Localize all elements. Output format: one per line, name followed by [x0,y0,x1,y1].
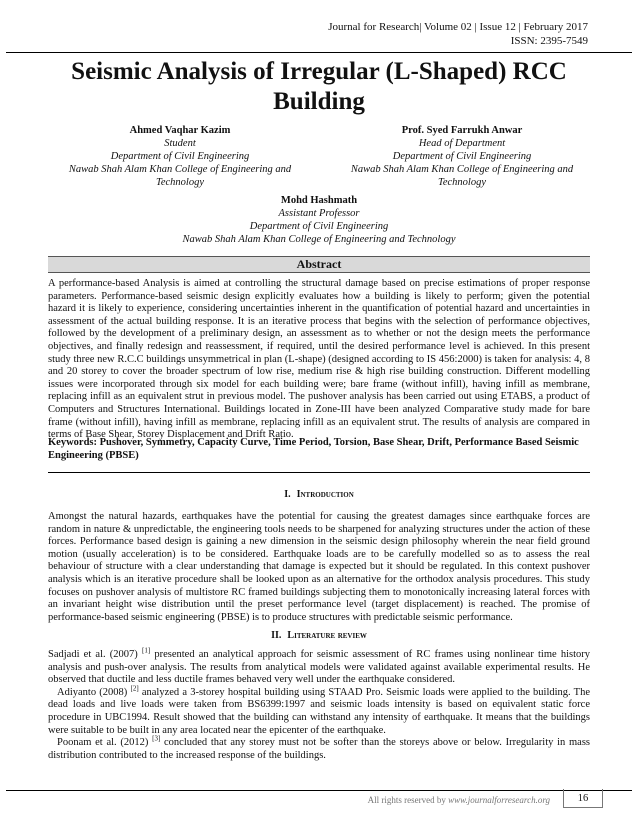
paper-title: Seismic Analysis of Irregular (L-Shaped) RCC Building [71,58,567,115]
section-heading-literature-review [48,630,590,641]
introduction-paragraph: Amongst the natural hazards, earthquakes have the potential for causing the greatest damages since earthquake forces are random in nature & unpredictable, the engineering tools needs to be sharpened for analyzing structures under the action of these forces. Performance based design is gaining a new dimension in the seismic design philosophy wherein the near field ground motion (usually acceleration) is to be considered. Earthquake loads are to be carefully modelled so as to assess the real behaviour of structure with a clear understanding that damage is expected but it should be regulated. In this context pushover analysis which is an iterative procedure shall be looked upon as an alternative for the orthodox analysis procedures. This study focuses on pushover analysis of multistore RC framed buildings subjecting them to monotonically increasing lateral forces with an invariant height wise distribution until the preset performance level (target displacement) is reached. The promise of performance-based seismic engineering (PBSE) is to produce structures with predictable seismic performance. [48,511,590,623]
author-block-2 [330,124,594,189]
journal-header [328,20,588,48]
paragraph-text: analyzed a 3-storey hospital building using STAAD Pro. Seismic loads were applied to the building. The dead loads and live loads were taken from BS6399:1997 and seismic loads intensity is based on equivalent static force procedure in UBC1994. Result showed that the building can withstand any intensity of earthquake. It means that the buildings were suitable to be built in any area located near the epicenter of the earthquake. [48,686,591,736]
author-name: Mohd Hashmath [280,195,358,206]
author-department: Department of Civil Engineering [392,151,532,162]
paragraph-text: presented an analytical approach for seismic assessment of RC frames using nonlinear time history analysis and push-over analysis. The results from analytical models were validated against available experimental results. He observed that ductile and less ductile frames behaved very well under the earthquake considered. [48,649,590,686]
author-name: Prof. Syed Farrukh Anwar [401,125,523,136]
citation-ref: [3] [152,734,161,743]
literature-review-body [48,646,591,762]
literature-paragraph [48,684,591,737]
literature-paragraph [48,734,591,762]
footer-url: www.journalforresearch.org [448,795,550,805]
author-role: Student [164,138,196,149]
abstract-heading: Abstract [48,256,590,273]
citation-lead: Adiyanto (2008) [57,686,128,698]
citation-ref: [1] [141,646,151,655]
author-block-3 [60,194,578,246]
footer-rule [6,790,632,791]
author-institution: Nawab Shah Alam Khan College of Engineering and Technology [350,164,574,188]
footer-rights-text: All rights reserved by [367,795,449,805]
header-rule [6,52,632,53]
section-title: Introduction [296,489,354,500]
author-institution: Nawab Shah Alam Khan College of Engineering and Technology [68,164,292,188]
section-title: Literature review [287,630,367,641]
author-block-1 [48,124,312,189]
section-number: II. [271,630,282,641]
author-role: Head of Department [418,138,506,149]
author-department: Department of Civil Engineering [110,151,250,162]
literature-paragraph [48,646,590,687]
section-heading-introduction [48,489,590,500]
abstract-text: A performance-based Analysis is aimed at controlling the structural damage based on precise estimations of proper response parameters. Performance-based seismic design explicitly evaluates how a building is likely to perform; given the potential hazard it is likely to experience, considering uncertainties inherent in the quantification of potential hazard and uncertainties in assessment of the actual building response. It is an iterative process that begins with the selection of performance objectives, followed by the development of a preliminary design, an assessment as to whether or not the design meets the performance objectives, and finally redesign and reassessment, if required, until the desired performance level is achieved. In this present study three new R.C.C buildings unsymmetrical in plan (L-shape) (designed according to IS 456:2000) is taken for analysis: 4, 8 and 20 storey to cover the broader spectrum of low rise, medium rise & high rise building construction. Different modelling issues were incorporated through six model for each building were; bare frame (without infill), having infill as membrane, replacing infill as an equivalent strut in previous model. The pushover analysis has been carried out using ETABS, a product of Computers and Structures International. Buildings located in Zone-III have been analyzed Comparative study made for bare frame (without infill), having infill as membrane, replacing infill as an equivalent strut. The results of analysis are compared in terms of Base Shear, Storey Displacement and Drift Ratio. [48,278,590,441]
citation-lead: Poonam et al. (2012) [57,737,149,749]
author-institution: Nawab Shah Alam Khan College of Engineering and Technology [182,234,456,245]
abstract-rule [48,472,590,473]
citation-lead: Sadjadi et al. (2007) [48,649,138,660]
author-name: Ahmed Vaqhar Kazim [129,125,231,136]
journal-info: Journal for Research| Volume 02 | Issue 12 | February 2017 [328,21,588,33]
paragraph-text: concluded that any storey must not be softer than the storeys above or below. Irregularity in mass distribution contributed to the increased response of the buildings. [48,737,591,761]
issn: ISSN: 2395-7549 [510,35,588,47]
author-department: Department of Civil Engineering [249,221,389,232]
page-number: 16 [563,789,603,808]
keywords: Keywords: Pushover, Symmetry, Capacity Curve, Time Period, Torsion, Base Shear, Drift, Performance Based Seismic Engineering (PBSE) [48,437,579,461]
section-number: I. [284,489,291,500]
citation-ref: [2] [130,684,139,693]
footer-rights [0,795,550,805]
author-role: Assistant Professor [278,208,360,219]
